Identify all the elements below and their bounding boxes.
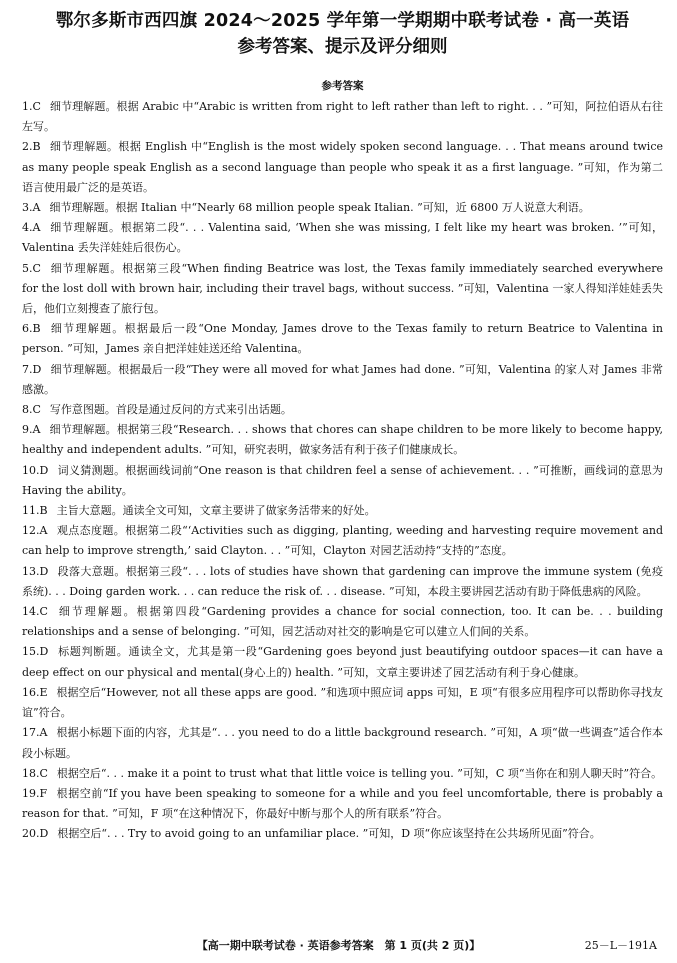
answer-item	[22, 562, 663, 602]
answer-choice: D	[39, 645, 49, 659]
answer-item	[22, 764, 663, 784]
answer-item	[22, 218, 663, 258]
answer-item	[22, 683, 663, 723]
answer-item	[22, 461, 663, 501]
answer-explanation: 观点态度题。根据第二段“‘Activities such as digging, planting, weeding and harvesting require movement and can help to improve strength,’ said Clayton. . . ”可知，Clayton 对园艺活动持“支持的”态度。	[22, 524, 663, 558]
footer-label: 【高一期中联考试卷 · 英语参考答案 第 1 页(共 2 页)】	[196, 939, 481, 952]
answer-item	[22, 784, 663, 824]
answer-item	[22, 400, 663, 420]
answer-number: 11.	[22, 504, 40, 518]
answer-number: 12.	[22, 524, 40, 538]
answer-choice: C	[32, 403, 41, 417]
answer-explanation: 细节理解题。根据 Italian 中“Nearly 68 million people speak Italian. ”可知，近 6800 万人说意大利语。	[49, 201, 590, 215]
answer-item	[22, 824, 663, 844]
answer-choice: D	[39, 463, 49, 477]
answer-number: 3.	[22, 201, 33, 215]
answer-explanation: 根据小标题下面的内容，尤其是“. . . you need to do a little background research. ”可知，A 项“做一些调查”适合作本段小标题。	[22, 726, 663, 760]
answer-number: 14.	[22, 605, 40, 619]
answer-list	[22, 97, 663, 845]
answer-number: 1.	[22, 100, 33, 113]
answer-number: 17.	[22, 726, 40, 740]
answer-item	[22, 642, 663, 682]
answer-number: 7.	[22, 362, 33, 376]
answer-choice: A	[32, 201, 41, 215]
answer-explanation: 细节理解题。根据第三段“When finding Beatrice was lost, the Texas family immediately searched everywhere for the lost doll with brown hair, including their travel bags, without success. ”可知，Valentina 一家人得知洋娃娃丢失后，他们立刻搜查了旅行包。	[22, 261, 663, 316]
answer-number: 19.	[22, 786, 40, 800]
answer-choice: E	[39, 685, 48, 699]
answer-choice: A	[32, 221, 41, 235]
answer-explanation: 段落大意题。根据第三段“. . . lots of studies have shown that gardening can improve the immune system (免疫系统). . . Doing garden work. . . can reduce the risk of. . . disease. ”可知，本段主要讲园艺活动有助于降低患病的风险。	[22, 564, 663, 598]
answer-number: 15.	[22, 645, 40, 659]
answer-explanation: 根据空后“. . . make it a point to trust what that little voice is telling you. ”可知，C 项“当你在和别人聊天时”符合。	[56, 766, 663, 780]
answer-item	[22, 420, 663, 460]
answer-number: 20.	[22, 827, 40, 841]
answer-item	[22, 521, 663, 561]
answer-item	[22, 319, 663, 359]
answer-number: 2.	[22, 140, 33, 154]
answer-number: 9.	[22, 423, 33, 437]
answer-explanation: 细节理解题。根据第四段“Gardening provides a chance for social connection, too. It can be. . . building relationships and a sense of belonging. ”可知，园艺活动对社交的影响是它可以建立人们间的关系。	[22, 605, 663, 639]
answer-item	[22, 360, 663, 400]
answer-number: 4.	[22, 221, 33, 235]
answer-explanation: 细节理解题。根据 Arabic 中“Arabic is written from right to left rather than left to right. . . ”可知，阿拉伯语从右往左写。	[22, 100, 663, 134]
answer-explanation: 根据空前“If you have been speaking to someone for a while and you feel uncomfortable, there is probably a reason for that. ”可知，F 项“在这种情况下，你最好中断与那个人的所有联系”符合。	[22, 786, 663, 821]
answer-choice: C	[39, 766, 48, 780]
footer-code: 25－L－191A	[584, 939, 657, 952]
answer-explanation: 根据空后“However, not all these apps are good. ”和选项中照应词 apps 可知，E 项“有很多应用程序可以帮助你寻找友谊”符合。	[22, 685, 663, 720]
answer-number: 10.	[22, 463, 40, 477]
answer-choice: B	[39, 504, 48, 518]
answer-choice: F	[39, 786, 48, 800]
answer-item	[22, 137, 663, 198]
answer-choice: A	[39, 524, 48, 538]
answer-explanation: 写作意图题。首段是通过反问的方式来引出话题。	[49, 403, 292, 417]
answer-number: 13.	[22, 564, 40, 578]
answer-choice: C	[32, 100, 41, 113]
document-subtitle: 参考答案、提示及评分细则	[237, 37, 448, 57]
answer-choice: B	[32, 140, 41, 154]
answer-item	[22, 602, 663, 642]
answer-explanation: 细节理解题。根据最后一段“One Monday, James drove to the Texas family to return Beatrice to Valentina in person. ”可知，James 亲自把洋娃娃送还给 Valentina。	[22, 322, 663, 356]
answer-choice: A	[39, 726, 48, 740]
document-title: 鄂尔多斯市西四旗 2024～2025 学年第一学期期中联考试卷 · 高一英语	[55, 11, 630, 31]
answer-number: 8.	[22, 403, 33, 417]
answer-choice: D	[32, 362, 42, 376]
answer-item	[22, 198, 663, 218]
answer-explanation: 细节理解题。根据第二段“. . . Valentina said, ‘When she was missing, I felt like my heart was broken. ’”可知，Valentina 丢失洋娃娃后很伤心。	[22, 221, 663, 255]
answer-number: 16.	[22, 685, 40, 699]
answer-choice: C	[39, 605, 48, 619]
answer-item	[22, 259, 663, 320]
answer-choice: C	[32, 261, 41, 275]
answer-choice: D	[39, 827, 49, 841]
section-title: 参考答案	[321, 80, 364, 92]
answer-item	[22, 501, 663, 521]
answer-item	[22, 97, 663, 137]
answer-number: 18.	[22, 766, 40, 780]
answer-explanation: 根据空后“. . . Try to avoid going to an unfamiliar place. ”可知，D 项“你应该坚持在公共场所见面”符合。	[57, 827, 601, 841]
answer-item	[22, 723, 663, 763]
answer-number: 5.	[22, 261, 33, 275]
answer-number: 6.	[22, 322, 33, 336]
page-footer	[0, 937, 677, 955]
answer-explanation: 细节理解题。根据最后一段“They were all moved for what James had done. ”可知，Valentina 的家人对 James 非常感激。	[22, 362, 663, 396]
answer-explanation: 词义猜测题。根据画线词前“One reason is that children feel a sense of achievement. . . ”可推断，画线词的意思为 Having the ability。	[22, 463, 663, 497]
answer-explanation: 细节理解题。根据 English 中“English is the most widely spoken second language. . . That means around twice as many people speak English as a second language than people who speak it as a first language. ”可知，作为第二语言使用最广泛的是英语。	[22, 140, 663, 194]
answer-explanation: 标题判断题。通读全文，尤其是第一段“Gardening goes beyond just beautifying outdoor spaces—it can have a deep effect on our physical and mental(身心上的) health. ”可知，文章主要讲述了园艺活动有利于身心健康。	[22, 645, 663, 679]
answer-explanation: 主旨大意题。通读全文可知，文章主要讲了做家务活带来的好处。	[56, 504, 376, 518]
answer-choice: B	[32, 322, 41, 336]
answer-explanation: 细节理解题。根据第三段“Research. . . shows that chores can shape children to be more likely to become happy, healthy and independent adults. ”可知，研究表明，做家务活有利于孩子们健康成长。	[22, 423, 663, 457]
answer-choice: A	[32, 423, 41, 437]
answer-choice: D	[39, 564, 49, 578]
